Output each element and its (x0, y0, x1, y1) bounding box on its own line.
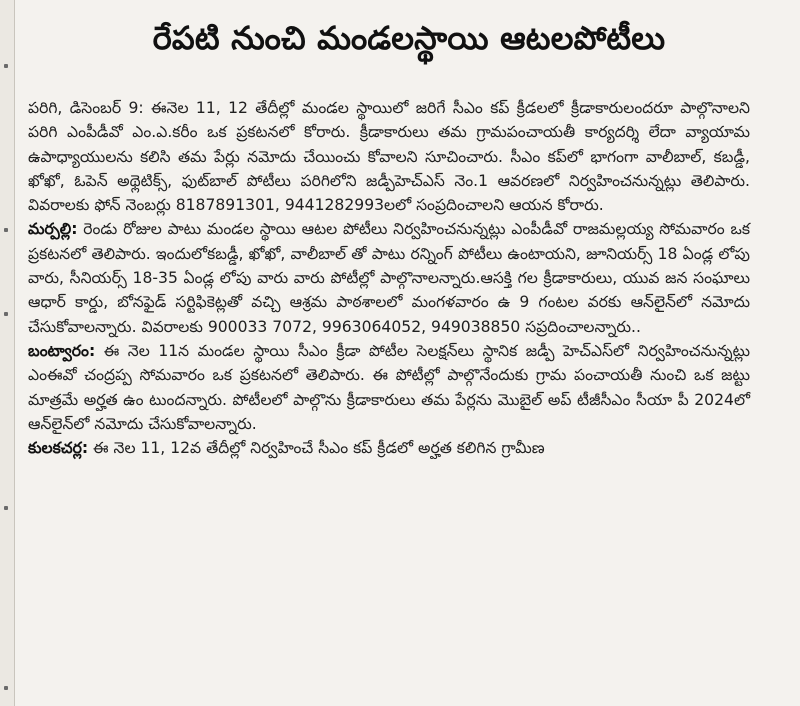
paragraph-text: ఈ నెల 11, 12వ తేదీల్లో నిర్వహించే సీఎం కప్ క్రీడలో అర్హత కలిగిన గ్రామీణ (88, 439, 545, 458)
margin-mark (4, 64, 8, 68)
paragraph-text: రెండు రోజుల పాటు మండల స్థాయి ఆటల పోటీలు నిర్వహించనున్నట్లు ఎంపీడీవో రాజమల్లయ్య సోమవారం ఒక ప్రకటనలో తెలిపారు. ఇందులోకబడ్డీ, ఖోఖో, వాలీబాల్ తో పాటు రన్నింగ్ పోటీలు ఉంటాయని, జూనియర్స్ 18 ఏండ్ల లోపు వారు, సీనియర్స్ 18-35 ఏండ్ల లోపు వారు వారు పోటీల్లో పాల్గొనాలన్నారు.ఆసక్తి గల క్రీడాకారులు, యువ జన సంఘాలు ఆధార్ కార్డు, బోనఫైడ్ సర్టిఫికెట్లతో వచ్చి ఆశ్రమ పాఠశాలలో మంగళవారం ఉ 9 గంటల వరకు ఆన్‌లైన్‌లో నమోదు చేసుకోవాలన్నారు. వివరాలకు 900033 7072, 9963064052, 949038850 సప్రదించాలన్నారు.. (28, 220, 750, 336)
paragraph-text: ఈ నెల 11న మండల స్థాయి సీఎం క్రీడా పోటీల సెలక్షన్‌లు స్థానిక జడ్పీ హెచ్ఎస్‌లో నిర్వహించనున్నట్లు ఎంఈవో చంద్రప్ప సోమవారం ఒక ప్రకటనలో తెలిపారు. ఈ పోటీల్లో పాల్గొనేందుకు గ్రామ పంచాయతీ నుంచి ఒక జట్టు మాత్రమే అర్హత ఉం టుందన్నారు. పోటీలలో పాల్గొను క్రీడాకారులు తమ పేర్లను మొబైల్ అప్ టీజీసీఎం సీయా పీ 2024లో ఆన్‌లైన్‌లో నమోదు చేసుకోవాలన్నారు. (28, 341, 750, 433)
paragraph-parigi (28, 96, 750, 217)
news-article (28, 0, 790, 706)
page-margin-strip (0, 0, 15, 706)
paragraph-lead: కులకచర్ల: (28, 439, 89, 458)
margin-mark (4, 312, 8, 316)
margin-mark (4, 506, 8, 510)
paragraph-kulkacharla (28, 436, 750, 460)
paragraph-marpalli (28, 217, 750, 338)
margin-mark (4, 686, 8, 690)
headline: రేపటి నుంచి మండలస్థాయి ఆటలపోటీలు (152, 19, 666, 57)
paragraph-lead: మర్పల్లి: (28, 220, 78, 239)
paragraph-bantwaram (28, 339, 750, 436)
paragraph-lead: బంట్వారం: (28, 341, 96, 360)
margin-mark (4, 228, 8, 232)
paragraph-text: పరిగి, డిసెంబర్ 9: ఈనెల 11, 12 తేదీల్లో మండల స్థాయిలో జరిగే సీఎం కప్ క్రీడలలో క్రీడాకారులందరూ పాల్గొనాలని పరిగి ఎంపీడీవో ఎం.ఎ.కరీం ఒక ప్రకటనలో కోరారు. క్రీడాకారులు తమ గ్రామపంచాయతీ కార్యదర్శి లేదా వ్యాయామ ఉపాధ్యాయులను కలిసి తమ పేర్లు నమోదు చేయించు కోవాలని సూచించారు. సీఎం కప్‌లో భాగంగా వాలీబాల్, కబడ్డీ, ఖోఖో, ఓపెన్ అథ్లెటిక్స్, ఫుట్‌బాల్ పోటీలు పరిగిలోని జడ్పీహెచ్ఎస్ నెం.1 ఆవరణలో నిర్వహించనున్నట్లు తెలిపారు. వివరాలకు ఫోన్ నెంబర్లు 8187891301, 9441282993లలో సంప్రదించాలని ఆయన కోరారు. (28, 99, 750, 215)
article-body (28, 96, 750, 460)
